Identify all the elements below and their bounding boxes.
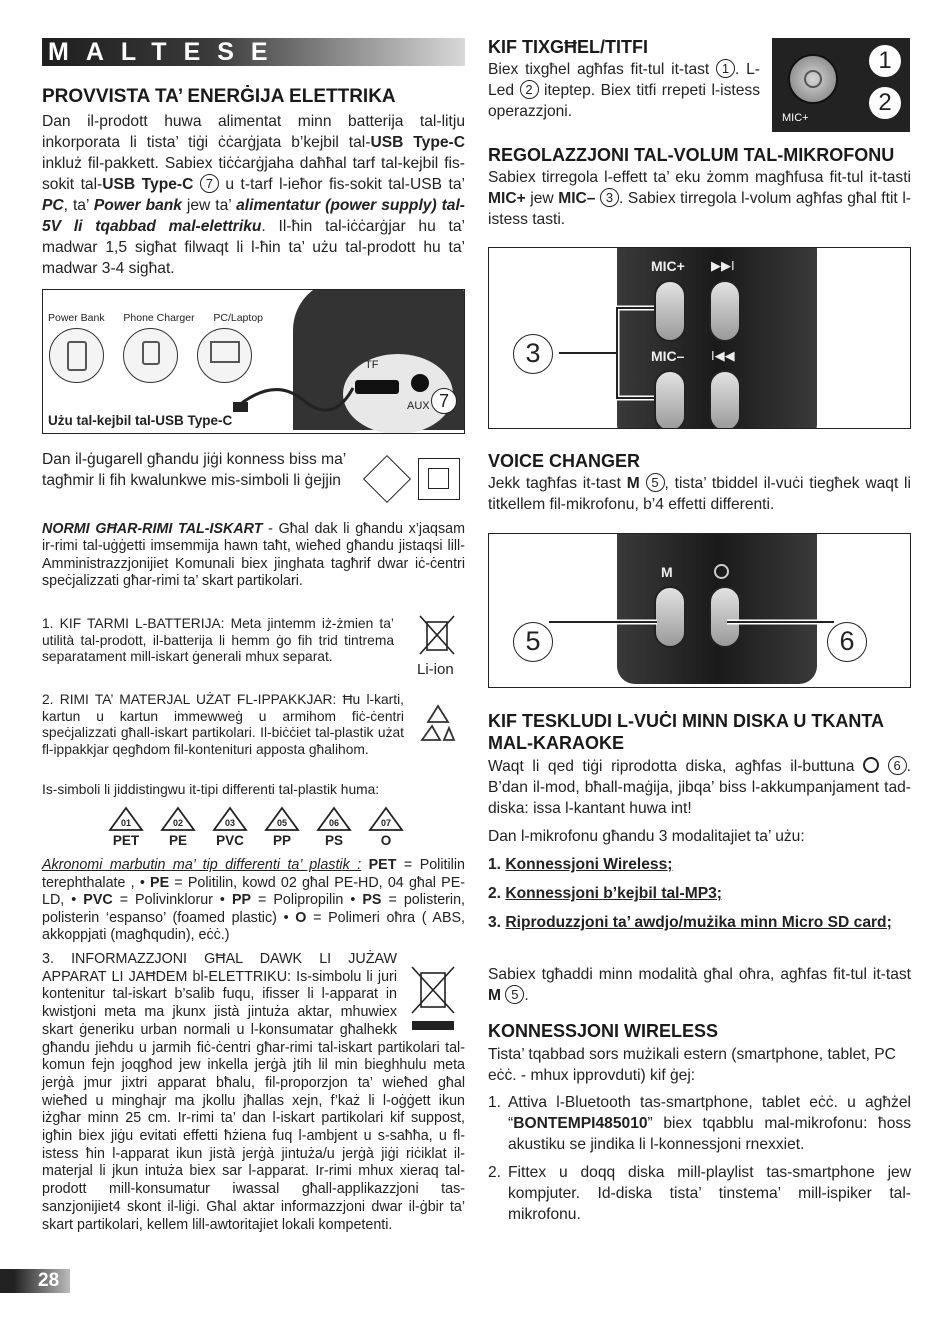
callout-5: 5	[513, 622, 553, 662]
voice-changer-title: VOICE CHANGER	[488, 451, 641, 471]
vocal-remove-icon-inline	[863, 757, 879, 773]
wireless-step-1: 1. Attiva l-Bluetooth tas-smartphone, tablet eċċ. u agħżel “BONTEMPI485010” biex tqabblu mal-mikrofonu: ħoss akustiku se jindika li l-konnessjoni rnexxiet.	[488, 1094, 911, 1153]
power-paragraph: Dan il-prodott huwa alimentat minn batterija tal-litju inkorporata li tista’ tiġi ċċarġjata b’kejbil tal-USB Type-C inkluż fil-pakkett. Sabiex tiċċarġjaha daħħal tarf tal-kejbil fis-sokit tal-USB Type-C 7 u t-tarf l-ieħor fis-sokit tal-USB ta’ PC, ta’ Power bank jew ta’ alimentatur (power supply) tal-5V li tqabbad mal-elettriku. Il-ħin tal-iċċarġjar hu ta’ madwar 1,5 sigħat filwaqt li l-ħin ta’ użu tal-prodott hu ta’ madwar 3-4 sigħat.	[42, 113, 465, 277]
plastic-acronyms: Akronomi marbutin ma’ tip differenti ta’ plastik : PET = Politilin terephthalate , • PE = Politilin, kowd 02 għal PE-HD, 04 għal PE-LD, • PVC = Polivinklorur • PP = Polipropilin • PS = polisterin, polisterin ‘espanso’ (foamed plastic) • O = Polimeri oħra ( ABS, akkoppjati (magħqudin), eċċ.)	[42, 857, 466, 944]
disposal-norms: NORMI GĦAR-RIMI TAL-ISKART - Għal dak li għandu x’jaqsam ir-rimi tal-uġġetti imsemmija hawn taħt, wieħed għandu jistaqsi lill-Amministrazzjonijiet Komunali biex jinghata tagħrif dwar iċ-ċentri speċjalizzati għar-rimi ta’ skart partikolari.	[42, 521, 465, 590]
volume-paragraph: Sabiex tirregola l-effett ta’ eku żomm magħfusa fit-tul it-tasti MIC+ jew MIC– 3 . Sabiex tirregola l-volum agħfas għal ftit l-istess tasti.	[488, 169, 911, 228]
class-ii-icon	[418, 458, 460, 500]
recycle-ps: 06 PS	[311, 806, 357, 848]
callout-3-lines	[549, 298, 659, 408]
li-ion-label: Li-ion	[417, 661, 454, 678]
next-button[interactable]	[709, 280, 741, 342]
callout-7: 7	[431, 388, 457, 414]
voice-figure	[488, 533, 911, 688]
packaging-disposal: 2. RIMI TA’ MATERJAL UŻAT FL-IPPAKKJAR: Ħu l-karti, kartun u kartun immewweġ u armihom fiċ-ċentri speċjalizzati għall-iskart partikolari. Il-biċċiet tal-plastik użat fl-ippakkjar qegħdom fil-kontenituri apposta għalihom.	[42, 692, 404, 757]
next-label: ▶▶I	[711, 258, 735, 273]
plastic-symbols-text: Is-simboli li jiddistingwu it-tipi differenti tal-plastik huma:	[42, 782, 380, 797]
mode-3: 3. Riproduzzjoni ta’ awdjo/mużika minn Micro SD card;	[488, 914, 892, 931]
karaoke-title: KIF TESKLUDI L-VUĊI MINN DISKA U TKANTA MAL-KARAOKE	[488, 711, 884, 753]
plastic-symbols	[103, 806, 423, 848]
mic-plus-label-small: MIC+	[782, 112, 809, 124]
wireless-title: KONNESSJONI WIRELESS	[488, 1021, 719, 1041]
prev-label: I◀◀	[711, 348, 735, 363]
mic-minus-label: MIC–	[651, 348, 685, 364]
volume-figure	[488, 247, 911, 429]
usb-cable	[233, 380, 373, 420]
recycle-pvc: 03 PVC	[207, 806, 253, 848]
mic-plus-label: MIC+	[651, 258, 685, 274]
power-button-figure	[772, 38, 910, 132]
mode-1: 1. Konnessjoni Wireless;	[488, 856, 673, 873]
phone-charger-label: Phone Charger	[123, 312, 195, 324]
wireless-step-2: 2. Fittex u doqq diska mill-playlist tas-smartphone jew kompjuter. Id-diska tista’ tinstema’ mill-ispiker tal-mikrofonu.	[488, 1164, 911, 1223]
pc-laptop-label: PC/Laptop	[213, 312, 263, 324]
power-bank-icon	[49, 328, 104, 383]
prev-button[interactable]	[709, 370, 741, 429]
karaoke-paragraph: Waqt li qed tiġi riprodotta diska, agħfas il-buttuna 6 . B’dan il-mod, bħall-maġija, jibqa’ biss l-akkumpanjament tad-diska: issa l-kantant huwa int!	[488, 758, 911, 817]
weee-paragraph: 3. INFORMAZZJONI GĦAL DAWK LI JUŻAW APPARAT LI JAĦDEM bl-ELETTRIKU: Is-simbolu li juri kontenitur tal-iskart b’salib fuqu, ifisser li l-apparat in kwistjoni meta ma jkunx jistà jintuża aktar, mhuwiex skart ġeneriku urban normali u l-konsumatar għalhekk għandu jieħdu u jarmih fiċ-ċentri għar-rimi tal-iskart partikolari tal-komun fejn joqgħod jew inkella jerġà jtih lil min bieghhulu meta jerġà jmur jixtri apparat bħalu, fil-proporzjon ta’ wieħed għal wieħed u minghajr ma jkollu jħallas xejn, f’każ li l-oġġett ikun iżgħar minn 25 cm. Ir-rimi ta’ dan l-iskart partikolari kif suppost, igħin biex jiġu evitati effetti ħżiena fuq l-ambjent u s-saħħa, u fl-istess ħin l-apparat ikun jistà jerġà jintuża/u jerġà jiġi riċiklat il-materjal li jkun intuża biex sar l-apparat. Ir-rimi mhux xieraq tal-prodott mill-konsumatur iwassal għall-applikazzjoni tas-sanzjonijiet4 skont il-liġi. Għal aktar informazzjoni dwar il-ġbir ta’ skart partikolari, kellem lill-awtoritajiet lokali kompetenti.	[42, 951, 465, 1233]
usb-figure	[42, 289, 465, 434]
power-bank-label: Power Bank	[48, 312, 105, 324]
mode-switch-paragraph: Sabiex tgħaddi minn modalità għal oħra, agħfas fit-tul it-tast M 5 .	[488, 966, 911, 1004]
recycle-pet: 01 PET	[103, 806, 149, 848]
power-title: PROVVISTA TA’ ENERĠIJA ELETTRIKA	[42, 86, 396, 107]
battery-disposal: 1. KIF TARMI L-BATTERIJA: Meta jintemm iż-żmien ta’ utilità tal-prodott, il-batterija li hemm ġo fih trid tintrema separatament mill-iskart ġenerali mhux separat.	[42, 616, 394, 665]
callout-2: 2	[868, 86, 902, 120]
recycle-o: 07 O	[363, 806, 409, 848]
aux-label: AUX	[407, 400, 430, 412]
wireless-intro: Tista’ tqabbad sors mużikali estern (smartphone, tablet, PC eċċ. - mhux ipprovduti) kif ġej:	[488, 1046, 896, 1084]
mode-2: 2. Konnessjoni b’kejbil tal-MP3;	[488, 885, 722, 902]
class-iii-icon	[363, 455, 411, 503]
callout-1: 1	[868, 44, 902, 78]
indoor-symbol-text: Dan il-ġugarell għandu jiġi konness biss ma’ tagħmir li fih kwalunkwe mis-simboli li ġejjin	[42, 451, 346, 489]
page-number: 28	[0, 1269, 70, 1293]
vocal-remove-icon	[714, 564, 729, 579]
laptop-icon	[197, 328, 252, 383]
recycle-pp: 05 PP	[259, 806, 305, 848]
onoff-paragraph: Biex tixgħel agħfas fit-tul it-tast 1 . L-Led 2 iteptep. Biex titfi rrepeti l-istess operazzjoni.	[488, 61, 761, 120]
crossed-bin-icon	[418, 614, 456, 656]
language-banner: MALTESE	[42, 38, 465, 66]
volume-title: REGOLAZZJONI TAL-VOLUM TAL-MIKROFONU	[488, 145, 895, 165]
tf-label: TF	[365, 359, 379, 371]
voice-changer-paragraph: Jekk tagħfas it-tast M 5 , tista’ tbiddel il-vuċi tiegħek waqt li titkellem fil-mikrofonu, b’4 effetti differenti.	[488, 475, 911, 513]
usb-figure-caption: Użu tal-kejbil tal-USB Type-C	[48, 413, 233, 428]
onoff-title: KIF TIXGĦEL/TITFI	[488, 37, 648, 57]
recycle-icon	[414, 702, 462, 750]
recycle-pe: 02 PE	[155, 806, 201, 848]
phone-charger-icon	[123, 328, 178, 383]
modes-intro: Dan l-mikrofonu għandu 3 modalitajiet ta’ użu:	[488, 828, 805, 845]
callout-3: 3	[513, 334, 553, 374]
power-icon	[788, 54, 838, 104]
callout-6: 6	[827, 622, 867, 662]
m-label: M	[661, 564, 673, 580]
aux-port	[411, 374, 429, 392]
